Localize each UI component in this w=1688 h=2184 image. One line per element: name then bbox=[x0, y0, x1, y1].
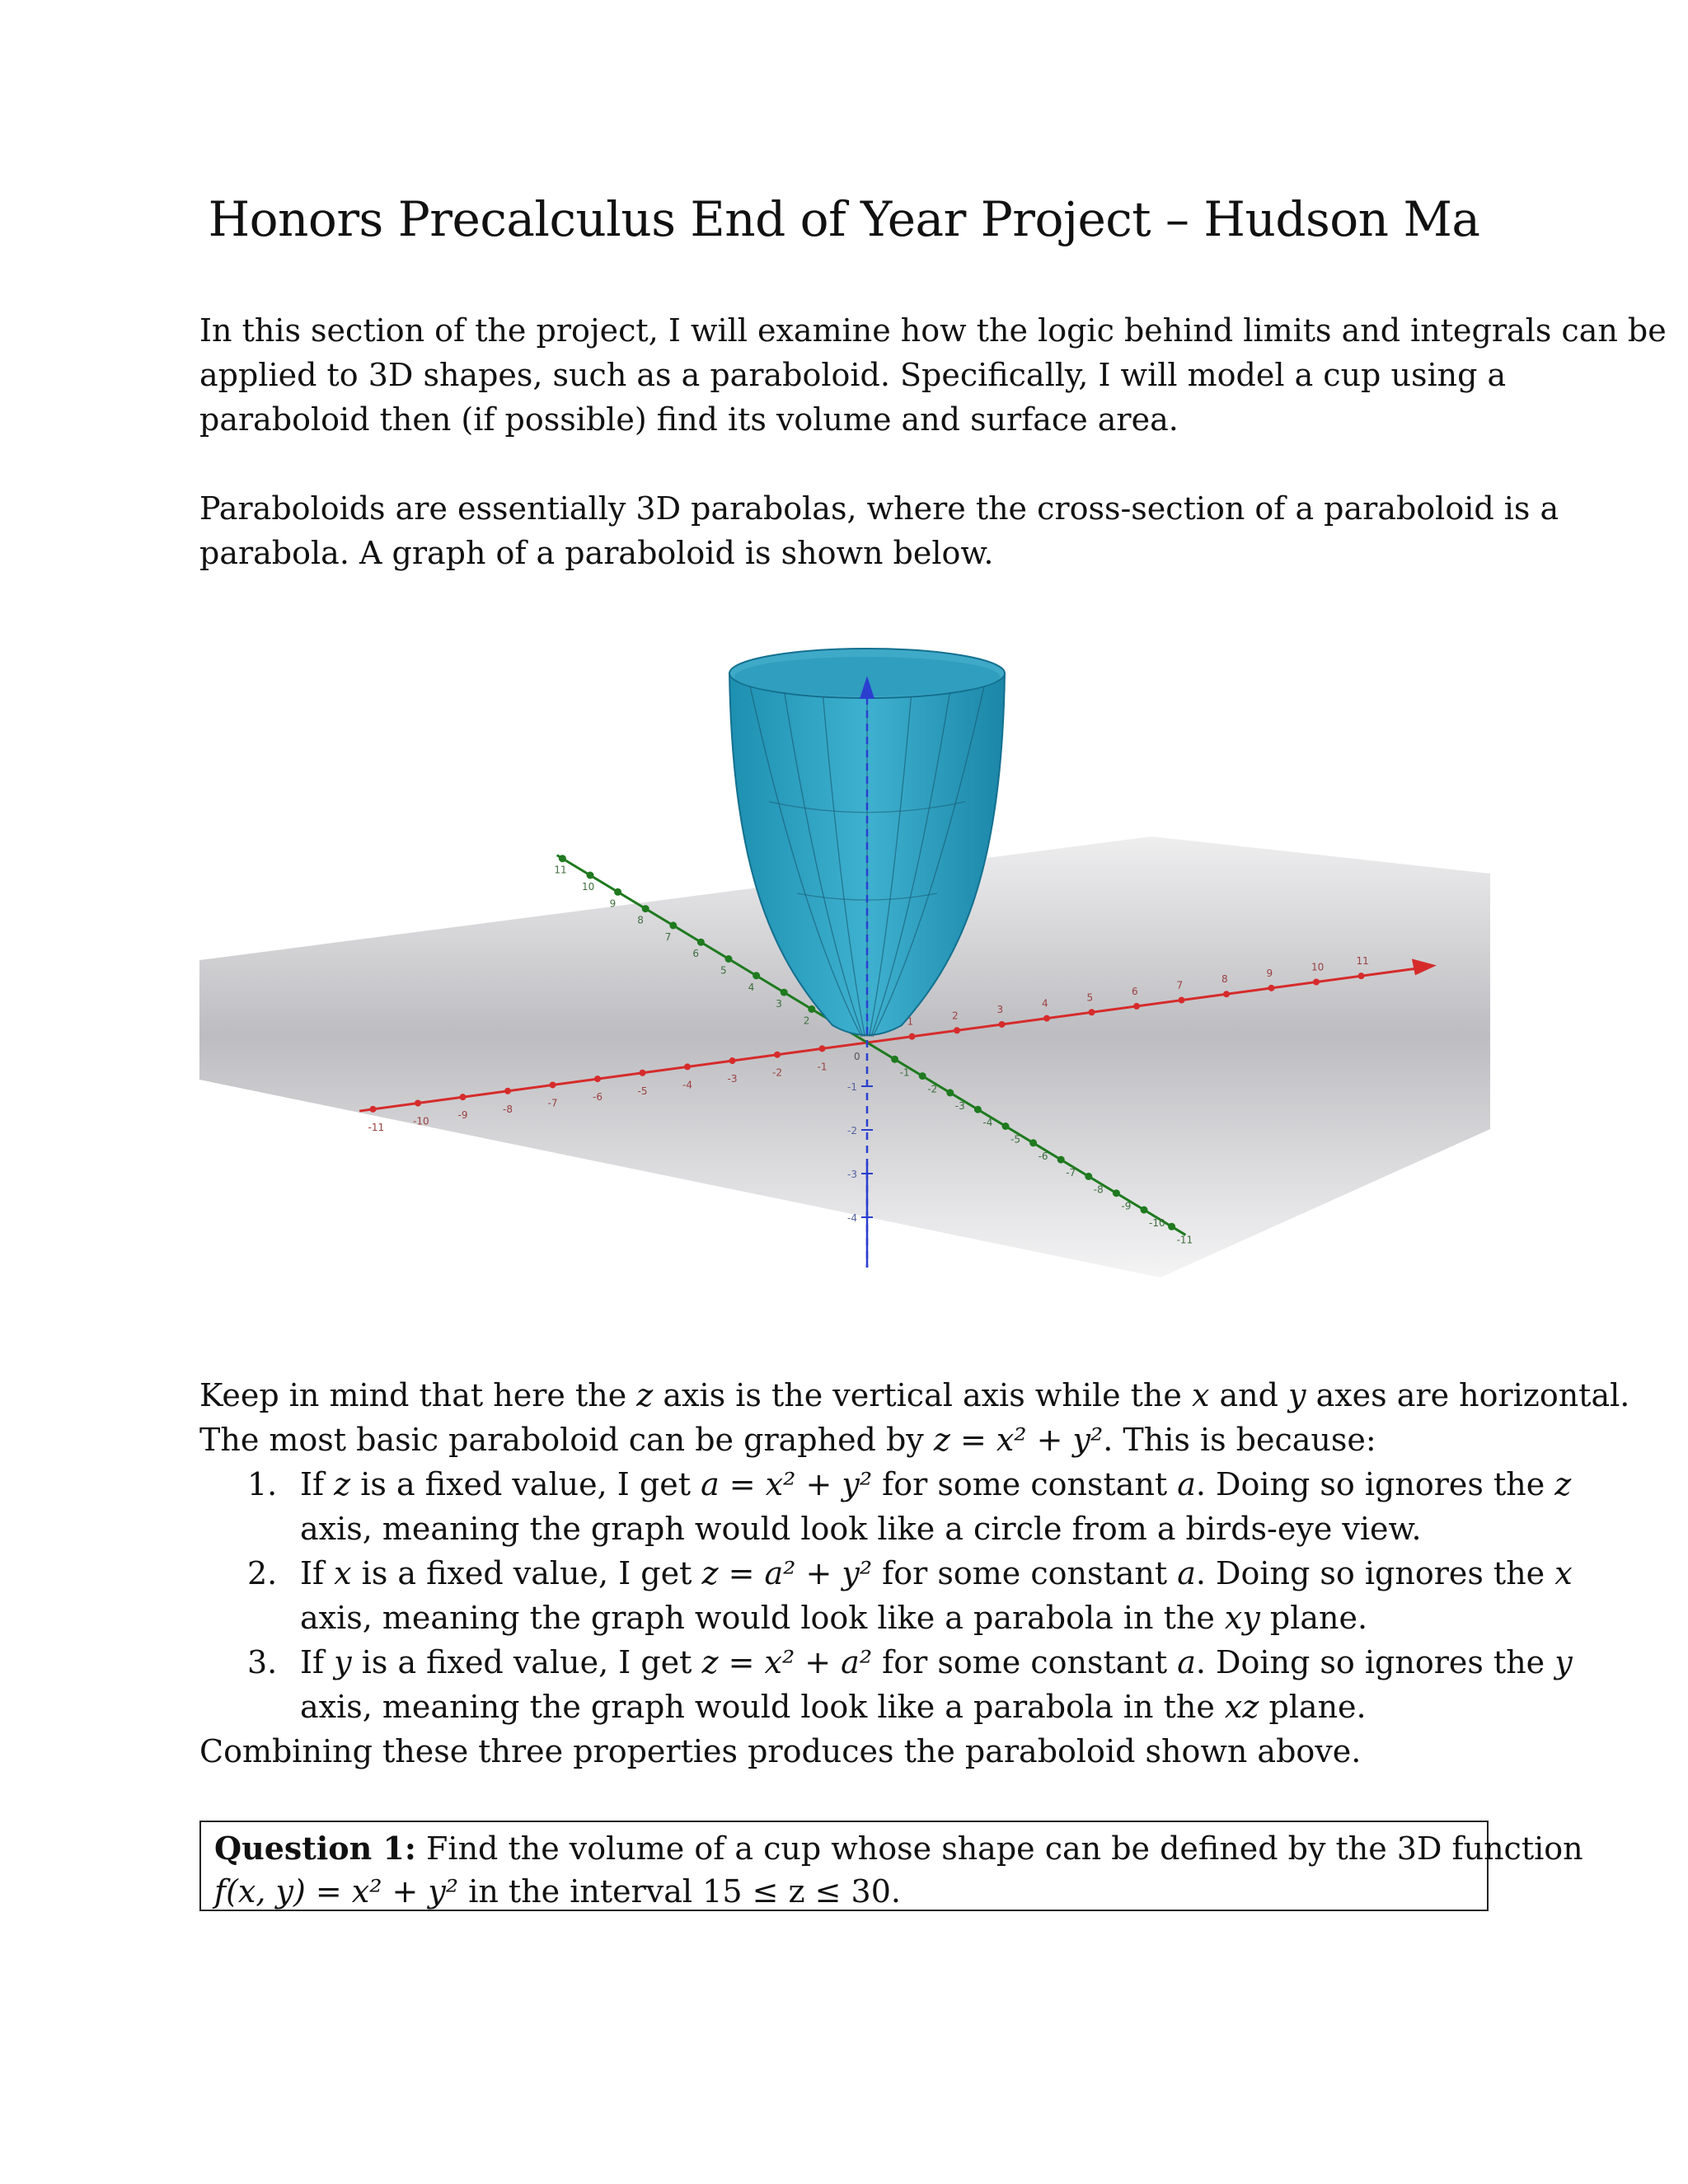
z-axis-tick-label: -4 bbox=[847, 1212, 857, 1224]
x-axis-tick-label: 1 bbox=[907, 1015, 914, 1028]
x-axis-tick-label: 10 bbox=[1311, 961, 1325, 973]
y-axis-tick-label: -1 bbox=[899, 1066, 910, 1079]
x-axis-tick bbox=[999, 1021, 1006, 1028]
y-axis-tick bbox=[1168, 1223, 1175, 1230]
y-axis-tick-label: -10 bbox=[1149, 1217, 1165, 1229]
x-axis-tick-label: 9 bbox=[1266, 967, 1273, 979]
x-axis-tick bbox=[1043, 1015, 1050, 1022]
x-axis-tick-label: -4 bbox=[682, 1079, 692, 1091]
y-axis-tick bbox=[697, 939, 705, 946]
x-axis-tick bbox=[774, 1052, 781, 1058]
x-axis-tick bbox=[1268, 985, 1275, 991]
y-axis-tick-label: 6 bbox=[692, 948, 700, 960]
y-axis-tick bbox=[891, 1056, 898, 1063]
x-axis-tick-label: 8 bbox=[1221, 973, 1228, 986]
x-axis-tick-label: 5 bbox=[1086, 991, 1094, 1004]
y-axis-tick bbox=[1029, 1139, 1037, 1146]
explanation-line-1: Keep in mind that here the z axis is the vertical axis while the x and y axes are horizontal. bbox=[199, 1377, 1630, 1413]
x-axis-tick bbox=[370, 1106, 377, 1113]
y-axis-tick bbox=[642, 905, 649, 912]
properties-list bbox=[199, 1462, 1573, 1729]
x-axis-tick bbox=[1089, 1009, 1095, 1015]
y-axis-tick-label: 4 bbox=[748, 981, 755, 993]
y-axis-tick bbox=[1002, 1122, 1010, 1130]
page-title: Honors Precalculus End of Year Project – Hudson Ma bbox=[208, 191, 1480, 247]
y-axis-tick-label: 5 bbox=[720, 964, 727, 977]
y-axis-tick-label: -2 bbox=[927, 1083, 938, 1095]
intro-line: applied to 3D shapes, such as a paraboloid. Specifically, I will model a cup using a bbox=[199, 357, 1507, 393]
explanation-line-2: The most basic paraboloid can be graphed by z = x² + y². This is because: bbox=[199, 1422, 1376, 1458]
x-axis-tick bbox=[460, 1094, 467, 1100]
x-axis-tick-label: 3 bbox=[996, 1003, 1004, 1015]
x-axis-tick-label: -3 bbox=[727, 1073, 738, 1085]
y-axis-tick bbox=[1141, 1207, 1148, 1214]
x-axis-tick-label: -1 bbox=[817, 1061, 828, 1073]
x-axis-tick-label: -6 bbox=[593, 1091, 603, 1104]
x-axis-tick bbox=[954, 1027, 960, 1033]
list-item: 2. If x is a fixed value, I get z = a² + y² for some constant a. Doing so ignores the x axis, meaning the graph would look like a parabola in the xy plane. bbox=[247, 1555, 1573, 1636]
y-axis-tick bbox=[1113, 1189, 1120, 1197]
description-line: Paraboloids are essentially 3D parabolas, where the cross-section of a paraboloid is a bbox=[199, 490, 1559, 527]
y-axis-tick bbox=[725, 955, 733, 963]
y-axis-tick-label: 11 bbox=[554, 864, 567, 876]
x-axis-tick-label: -2 bbox=[772, 1066, 782, 1079]
x-axis-tick bbox=[550, 1081, 556, 1088]
x-axis-tick bbox=[819, 1045, 826, 1052]
intro-line: In this section of the project, I will examine how the logic behind limits and integrals can be bbox=[199, 312, 1667, 349]
y-axis-tick bbox=[614, 888, 621, 896]
list-item: 3. If y is a fixed value, I get z = x² + a² for some constant a. Doing so ignores the y axis, meaning the graph would look like a parabola in the xz plane. bbox=[247, 1644, 1573, 1725]
x-axis-tick bbox=[1133, 1003, 1140, 1010]
x-axis-tick bbox=[684, 1063, 691, 1070]
y-axis-tick-label: 10 bbox=[582, 881, 595, 893]
y-axis-tick bbox=[1057, 1156, 1065, 1164]
paraboloid-graph-figure bbox=[199, 635, 1490, 1277]
intro-paragraph bbox=[199, 308, 1667, 442]
description-line: parabola. A graph of a paraboloid is shown below. bbox=[199, 535, 994, 571]
question-function: f(x, y) = x² + y² bbox=[214, 1873, 459, 1910]
explanation-paragraph bbox=[199, 1373, 1630, 1462]
y-axis-tick-label: -6 bbox=[1038, 1150, 1048, 1162]
y-axis-tick-label: 7 bbox=[664, 930, 672, 943]
combining-sentence: Combining these three properties produces the paraboloid shown above. bbox=[199, 1733, 1362, 1769]
x-axis-tick-label: 6 bbox=[1132, 985, 1138, 997]
x-axis-tick-label: -5 bbox=[637, 1085, 648, 1097]
x-axis-tick bbox=[1358, 972, 1365, 979]
x-axis-tick bbox=[640, 1070, 646, 1076]
z-axis-tick-label: -2 bbox=[847, 1125, 857, 1137]
x-axis-tick bbox=[504, 1088, 511, 1094]
list-item: 1. If z is a fixed value, I get a = x² + y² for some constant a. Doing so ignores the z axis, meaning the graph would look like a circle from a birds-eye view. bbox=[247, 1466, 1572, 1547]
x-axis-tick-label: -8 bbox=[503, 1103, 513, 1115]
x-axis-tick-label: 7 bbox=[1176, 979, 1184, 991]
x-axis-tick-label: 11 bbox=[1356, 955, 1369, 968]
y-axis-tick bbox=[919, 1072, 926, 1080]
y-axis-tick-label: -5 bbox=[1010, 1133, 1020, 1146]
y-axis-tick-label: -4 bbox=[982, 1117, 993, 1129]
x-axis-tick-label: -9 bbox=[457, 1109, 468, 1122]
y-axis-tick bbox=[669, 921, 677, 929]
y-axis-tick bbox=[1085, 1173, 1092, 1180]
x-axis-tick bbox=[594, 1076, 601, 1082]
y-axis-tick-label: -7 bbox=[1066, 1167, 1076, 1179]
y-axis-tick-label: -11 bbox=[1176, 1234, 1193, 1246]
x-axis-tick bbox=[729, 1057, 736, 1064]
x-axis-tick bbox=[909, 1033, 916, 1040]
z-axis-tick-label: -1 bbox=[847, 1081, 857, 1093]
question-interval: 15 ≤ z ≤ 30 bbox=[702, 1873, 891, 1910]
z-axis-tick-label: -3 bbox=[847, 1169, 857, 1180]
y-axis-tick-label: -9 bbox=[1121, 1200, 1132, 1212]
y-axis-tick-label: 2 bbox=[803, 1015, 810, 1027]
origin-label: 0 bbox=[854, 1051, 860, 1062]
x-axis-tick-label: -10 bbox=[413, 1115, 429, 1127]
y-axis-tick bbox=[974, 1106, 982, 1113]
paraboloid-graph bbox=[199, 635, 1490, 1277]
y-axis-tick-label: -3 bbox=[954, 1099, 965, 1112]
y-axis-tick bbox=[587, 872, 594, 879]
y-axis-tick bbox=[808, 1005, 815, 1013]
x-axis-tick bbox=[1313, 979, 1320, 986]
y-axis-tick-label: 9 bbox=[609, 898, 617, 910]
question-label: Question 1: bbox=[214, 1830, 416, 1867]
x-axis-tick bbox=[1223, 991, 1230, 997]
x-axis-tick bbox=[1179, 997, 1185, 1004]
paraboloid-equation: z = x² + y² bbox=[933, 1422, 1104, 1458]
paraboloid-description bbox=[199, 486, 1559, 575]
y-axis-tick bbox=[781, 989, 788, 996]
x-axis-tick-label: -11 bbox=[368, 1121, 385, 1133]
x-axis-tick-label: 2 bbox=[952, 1010, 959, 1022]
y-axis-tick-label: -8 bbox=[1093, 1183, 1104, 1196]
x-axis-tick-label: 4 bbox=[1042, 997, 1048, 1010]
intro-line: paraboloid then (if possible) find its volume and surface area. bbox=[199, 401, 1179, 438]
y-axis-tick bbox=[946, 1089, 954, 1096]
y-axis-tick bbox=[753, 972, 760, 979]
y-axis-tick-label: 8 bbox=[637, 914, 644, 926]
x-axis-tick-label: -7 bbox=[547, 1097, 558, 1109]
y-axis-tick-label: 3 bbox=[776, 998, 782, 1010]
question-box: Question 1: Find the volume of a cup whose shape can be defined by the 3D function f(x, y) = x² + y² in the interval 15 ≤ z ≤ 30. bbox=[199, 1821, 1489, 1911]
x-axis-tick bbox=[415, 1100, 421, 1107]
y-axis-tick bbox=[559, 855, 566, 862]
